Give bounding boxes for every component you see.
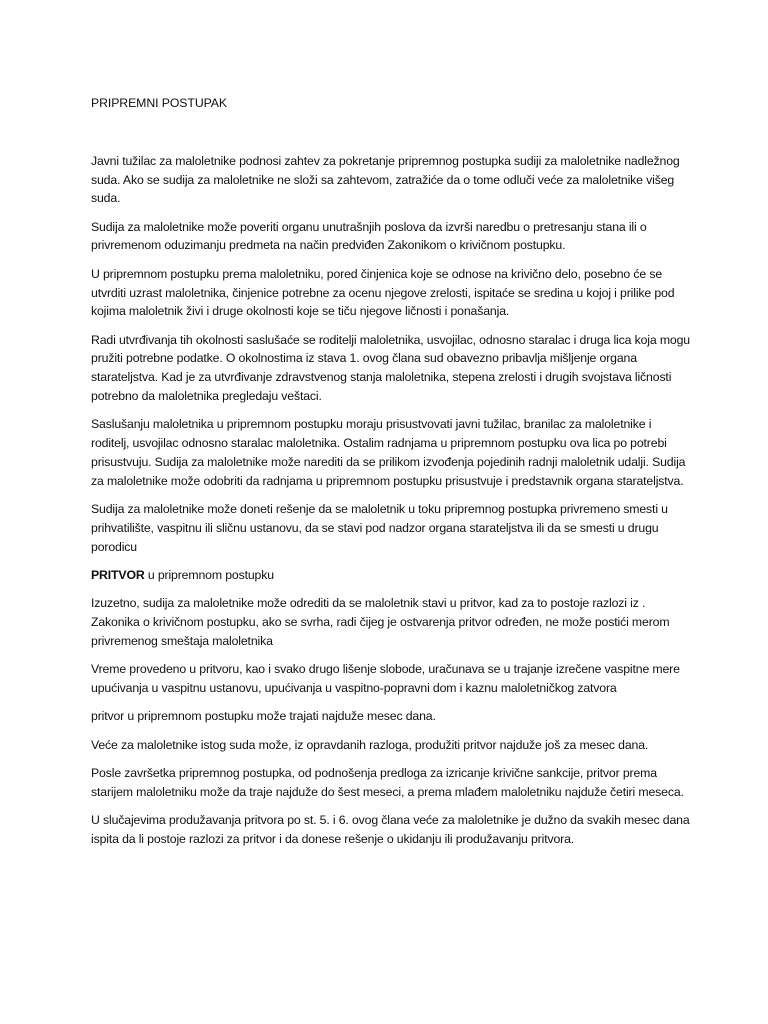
- paragraph-detention-extension: Veće za maloletnike istog suda može, iz opravdanih razloga, produžiti pritvor najduže još za mesec dana.: [91, 737, 649, 752]
- paragraph-hearing-parents: Radi utvrđivanja tih okolnosti saslušaće se roditelji maloletnika, usvojilac, odnosno staralac i druga lica koja mogu pružiti potrebne podatke. O okolnostima iz stava 1. ovog člana sud obavezno pribavlja mišljenje organa starateljstva. Kad je za utvrđivanje zdravstvenog stanja maloletnika, stepena zrelosti i drugih svojstava ličnosti potrebno da maloletnika pregledaju veštaci.: [91, 332, 690, 404]
- paragraph-circumstances: U pripremnom postupku prema maloletniku, pored činjenica koje se odnose na krivično delo, posebno će se utvrditi uzrast maloletnika, činjenice potrebne za ocenu njegove zrelosti, ispitaće se sredina u kojoj i prilike pod kojima maloletnik živi i druge okolnosti koje se tiču njegove ličnosti i ponašanja.: [91, 266, 675, 319]
- paragraph-monthly-review: U slučajevima produžavanja pritvora po st. 5. i 6. ovog člana veće za maloletnike je dužno da svakih mesec dana ispita da li postoje razlozi za pritvor i da donese rešenje o ukidanju ili produžavanju pritvora.: [91, 812, 690, 846]
- paragraph-detention-exception: Izuzetno, sudija za maloletnike može odrediti da se maloletnik stavi u pritvor, kad za to postoje razlozi iz . Zakonika o krivičnom postupku, ako se svrha, radi čijeg je ostvarenja pritvor određen, ne može postići merom privremenog smeštaja maloletnika: [91, 596, 670, 648]
- paragraph-request: Javni tužilac za maloletnike podnosi zahtev za pokretanje pripremnog postupka sudiji za maloletnike nadležnog suda. Ako se sudija za maloletnike ne složi sa zahtevom, zatražiće da o tome odluči veće za maloletnike višeg suda.: [91, 153, 680, 206]
- title-spacer: [91, 113, 691, 152]
- paragraph-attendance: Saslušanju maloletnika u pripremnom postupku moraju prisustvovati javni tužilac, branilac za maloletnike i roditelj, usvojilac odnosno staralac maloletnika. Ostalim radnjama u pripremnom postupku ova lica po potrebi prisustvuju. Sudija za maloletnike može narediti da se prilikom izvođenja pojedinih radnji maloletnik udalji. Sudija za maloletnike može odobriti da radnjama u pripremnom postupku prisustvuje i predstavnik organa starateljstva.: [91, 417, 686, 488]
- section-heading-bold: PRITVOR: [91, 567, 145, 582]
- paragraph-temporary-placement: Sudija za maloletnike može doneti rešenje da se maloletnik u toku pripremnog postupka privremeno smesti u prihvatilište, vaspitnu ili sličnu ustanovu, da se stavi pod nadzor organa starateljstva ili da se smesti u drugu porodicu: [91, 502, 668, 554]
- document-title: PRIPREMNI POSTUPAK: [91, 96, 227, 110]
- paragraph-search-order: Sudija za maloletnike može poveriti organu unutrašnjih poslova da izvrši naredbu o pretresanju stana ili o privremenom oduzimanju predmeta na način predviđen Zakonikom o krivičnom postupku.: [91, 219, 647, 253]
- document-body: [91, 94, 691, 858]
- paragraph-detention-duration: pritvor u pripremnom postupku može trajati najduže mesec dana.: [91, 709, 436, 724]
- section-heading-detention: [91, 566, 691, 585]
- paragraph-detention-credit: Vreme provedeno u pritvoru, kao i svako drugo lišenje slobode, uračunava se u trajanje izrečene vaspitne mere upućivanja u vaspitnu ustanovu, upućivanja u vaspitno-popravni dom i kaznu maloletničkog zatvora: [91, 662, 680, 695]
- section-heading-rest: u pripremnom postupku: [144, 567, 274, 582]
- paragraph-after-preliminary: Posle završetka pripremnog postupka, od podnošenja predloga za izricanje krivične sankcije, pritvor prema starijem maloletniku može da traje najduže do šest meseci, a prema mlađem maloletniku najduže četiri meseca.: [91, 765, 684, 799]
